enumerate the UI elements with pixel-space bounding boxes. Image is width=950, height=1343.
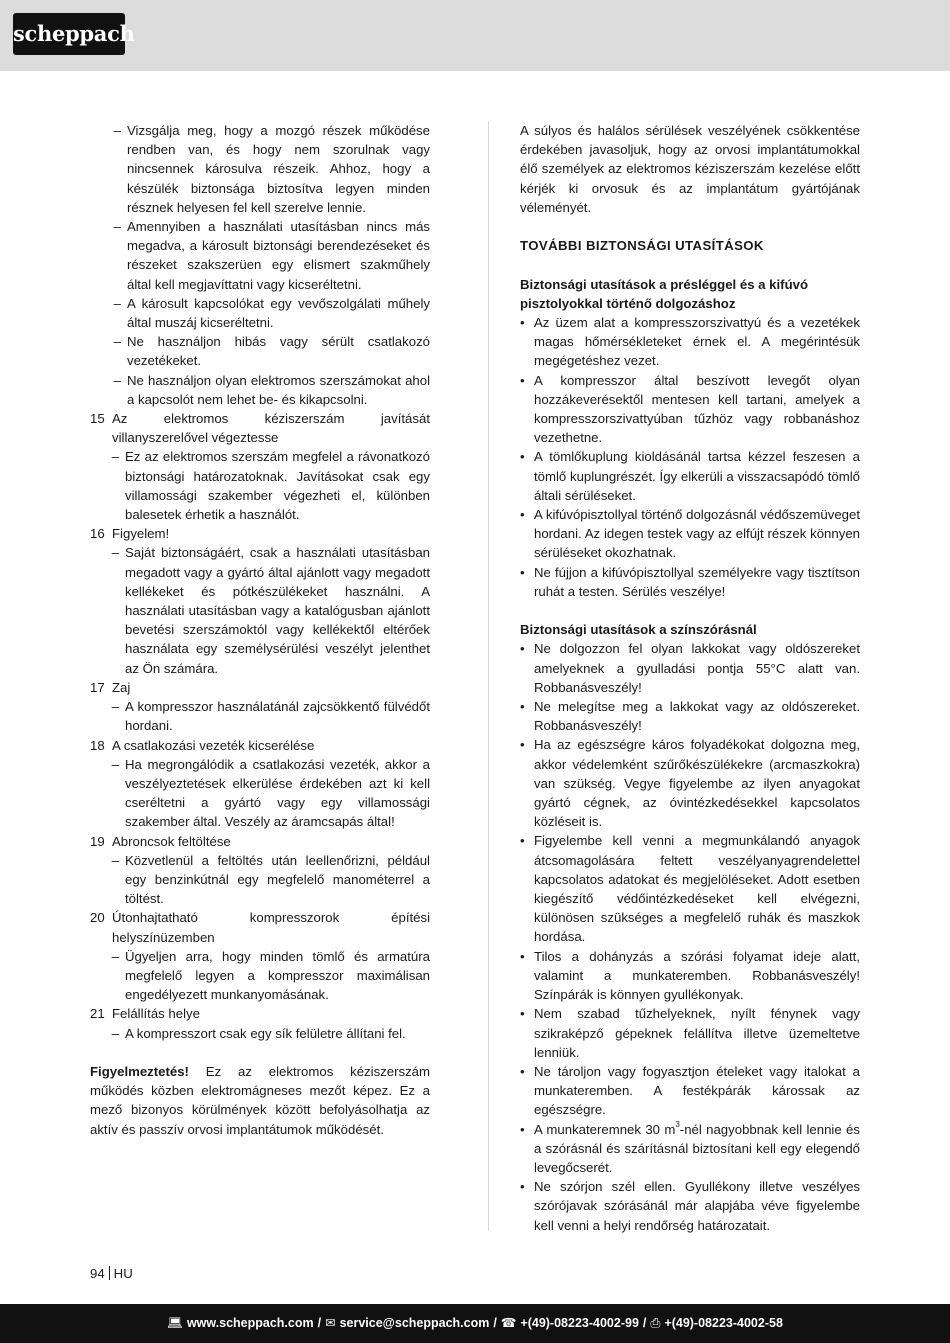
- phone-number: +(49)-08223-4002-99: [520, 1316, 639, 1330]
- list-item: • Ne tároljon vagy fogyasztjon ételeket vagy italokat a munkateremben. A festékpárák károssak az egészségre.: [520, 1063, 860, 1118]
- list-item: – Amennyiben a használati utasításban nincs más megadva, a károsult biztonsági berendezéseket és részeket szakszerüen egy elismert szakműhely által kell megjavíttatni vagy kicseréltetni.: [113, 219, 430, 292]
- warning-text: Ez az elektromos kéziszerszám működés közben elektromágneses mezőt képez. Ez a mező bizonyos körülmények között befolyásolhatja az aktív és passzív orvosi implantátumok működését.: [90, 1063, 430, 1137]
- subsection-title-airgun: Biztonsági utasítások a présléggel és a kifúvó pisztolyokkal történő dolgozáshoz: [520, 276, 809, 311]
- warning-label: Figyelmeztetés!: [90, 1063, 189, 1079]
- right-column: [520, 121, 860, 1235]
- subsection-title-spraying: Biztonsági utasítások a színszórásnál: [520, 622, 757, 638]
- left-column: [90, 121, 430, 1139]
- column-divider: [488, 121, 489, 1231]
- scheppach-logo: scheppach: [13, 13, 125, 55]
- list-item: • Ne dolgozzon fel olyan lakkokat vagy oldószereket amelyeknek a gyulladási pontja 55°C alatt van. Robbanásveszély!: [520, 641, 860, 695]
- page-footer: 💻︎ www.scheppach.com / ✉︎ service@scheppach.com / ☎︎ +(49)-08223-4002-99 / ⎙ +(49)-08223-4002-58: [0, 1304, 950, 1343]
- email-icon: ✉︎: [325, 1316, 336, 1330]
- list-item: – Saját biztonságáért, csak a használati utasításban megadott vagy a gyártó által ajánlott vagy megadott kellékeket és pótkészülékeket használni. A használati utasításban vagy a katalógusban ajánlott bevetési szerszámoktól vagy kellékektől eltérőek használata egy személysérülési veszélyt jelenthet az Ön számára.: [111, 545, 430, 676]
- list-item: • Ha az egészségre káros folyadékokat dolgozna meg, akkor védelemként szűrőkészülékekre (arcmaszkokra) van szükség. Vegye figyelembe az ilyen anyagokat gyártó cégnek, az óvintézkedésekkel kapcsolatos közléseit is.: [520, 737, 860, 830]
- page-number: 94 HU: [90, 1266, 133, 1281]
- list-item: – Ez az elektromos szerszám megfelel a rávonatkozó biztonsági határozatoknak. Javításokat csak egy villamossági szakember végezheti el, különben balesetek érhetik a használót.: [111, 449, 430, 523]
- list-item: – Ne használjon olyan elektromos szerszámokat ahol a kapcsolót nem lehet be- és kikapcsolni.: [113, 372, 430, 407]
- phone-icon: ☎︎: [500, 1316, 517, 1330]
- list-item: • Az üzem alat a kompresszorszivattyú és a vezetékek magas hőmérsékleteket érnek el. A megérintésük megégetéshez vezet.: [520, 315, 860, 369]
- list-item: • A kompresszor által beszívott levegőt olyan hozzákeverésektől mentesen kell tartani, amelyek a kompresszorszivattyúban tűzhöz vagy robbanáshoz vezethetne.: [520, 372, 860, 446]
- fax-icon: ⎙: [650, 1316, 661, 1330]
- list-item: – A kompresszort csak egy sík felületre állítani fel.: [111, 1025, 406, 1041]
- numbered-item-19: 19 Abroncsok feltöltése: [90, 833, 231, 849]
- language-code: HU: [113, 1266, 133, 1281]
- computer-icon: 💻︎: [167, 1316, 183, 1330]
- list-item: – Ha megrongálódik a csatlakozási vezeték, akkor a veszélyeztetések elkerülése érdekében azt ki kell cseréltetni a gyártó vagy egy villamossági szakember által. Veszély az áramcsapás által!: [111, 756, 430, 830]
- numbered-item-18: 18 A csatlakozási vezeték kicserélése: [90, 737, 315, 753]
- section-heading: TOVÁBBI BIZTONSÁGI UTASÍTÁSOK: [520, 238, 764, 254]
- website-link[interactable]: www.scheppach.com: [186, 1316, 314, 1330]
- list-item: • Ne melegítse meg a lakkokat vagy az oldószereket. Robbanásveszély!: [520, 699, 860, 734]
- list-item: • A tömlőkuplung kioldásánál tartsa kézzel feszesen a tömlő kuplungrészét. Így elkerüli a visszacsapódó tömlő általi sérüléseket.: [520, 449, 860, 503]
- fax-number: +(49)-08223-4002-58: [664, 1316, 783, 1330]
- numbered-item-15: 15 Az elektromos kéziszerszám javítását villanyszerelővel végeztesse: [90, 411, 430, 446]
- warning-paragraph: [90, 1062, 430, 1139]
- list-item: • Ne fújjon a kifúvópisztollyal személyekre vagy tisztítson ruhát a testen. Sérülés veszélye!: [520, 564, 860, 599]
- intro-paragraph: A súlyos és halálos sérülések veszélyének csökkentése érdekében javasoljuk, hogy az orvosi implantátumokkal élő személyek az elektromos kéziszerszám kezelése előtt kérjék ki orvosuk és az implantátum gyártójának véleményét.: [520, 123, 860, 215]
- numbered-item-17: 17 Zaj: [90, 679, 131, 695]
- list-item: – Ügyeljen arra, hogy minden tömlő és armatúra megfelelő legyen a kompresszor maximálisan engedélyezett munkanyomásának.: [111, 948, 430, 1003]
- list-item: – Közvetlenül a feltöltés után leellenőrizni, például egy benzinkútnál egy megfelelő manométerrel a töltést.: [111, 852, 430, 907]
- numbered-item-16: 16 Figyelem!: [90, 526, 170, 542]
- list-item: • Ne szórjon szél ellen. Gyullékony illetve veszélyes szórójavak szórásánál már alapjába véve figyelembe kell venni a helyi rendőrség határozatait.: [520, 1179, 860, 1233]
- list-item: • A kifúvópisztollyal történő dolgozásnál védőszemüveget hordani. Az idegen testek vagy az elfújt részek könnyen sérüléseket okozhatnak.: [520, 507, 860, 561]
- list-item: – Ne használjon hibás vagy sérült csatlakozó vezetékeket.: [113, 334, 430, 369]
- list-item: • A munkateremnek 30 $m^3$-nél nagyobbnak kell lennie és a szórásnál és szárításnál biztosítani kell egy elegendő levegőcserét.: [520, 1119, 860, 1175]
- numbered-item-21: 21 Felállítás helye: [90, 1006, 200, 1022]
- list-item: • Tilos a dohányzás a szórási folyamat ideje alatt, valamint a munkateremben. Robbanásveszély! Színpárák is könnyen gyullékonyak.: [520, 948, 860, 1003]
- page-header: [0, 0, 950, 71]
- list-item: – A kompresszor használatánál zajcsökkentő fülvédőt hordani.: [111, 699, 430, 734]
- list-item: • Nem szabad tűzhelyeknek, nyílt fénynek vagy szikraképző gépeknek felállítva illetve üzemeltetve lenniük.: [520, 1006, 860, 1060]
- list-item: – Vizsgálja meg, hogy a mozgó részek működése rendben van, és hogy nem szorulnak vagy nincsennek károsulva részeik. Ahhoz, hogy a készülék biztonsága biztosítva legyen minden résznek helyesen fel kell szerelve lennie.: [113, 123, 430, 215]
- email-link[interactable]: service@scheppach.com: [339, 1316, 490, 1330]
- list-item: • Figyelembe kell venni a megmunkálandó anyagok átcsomagolására feltett veszélyanyagrendelettel kapcsolatos adatokat és megjelöléseket. Adott esetben kiegészítő védőintézkedéseket kell elvégezni, különösen szükséges a megfelelő ruhák és maszkok hordása.: [520, 833, 860, 945]
- list-item: – A károsult kapcsolókat egy vevőszolgálati műhely által muszáj kicseréltetni.: [113, 295, 430, 331]
- numbered-item-20: 20 Útonhajtatható kompresszorok építési helyszínüzemben: [90, 910, 430, 945]
